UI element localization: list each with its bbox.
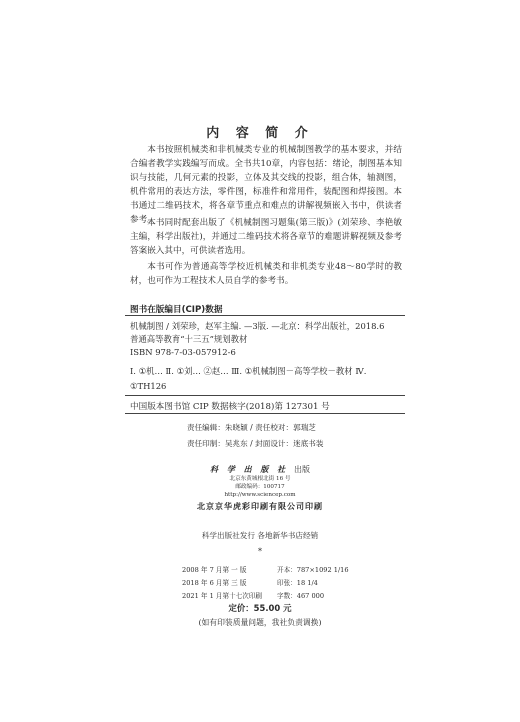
quality-note: (如有印装质量问题，我社负责调换) xyxy=(198,618,322,627)
separator-star: * xyxy=(258,547,262,556)
price: 定价：55.00 元 xyxy=(228,603,292,613)
cip-top-rule xyxy=(125,315,405,316)
publisher-suffix: 出版 xyxy=(293,465,310,474)
cip-title-line: 机械制图 / 刘荣珍，赵军主编. —3版. —北京：科学出版社，2018.6 xyxy=(130,321,385,331)
publisher-line xyxy=(0,464,520,475)
intro-paragraph-2: 本书同时配套出版了《机械制图习题集(第三版)》(刘荣珍、李艳敏主编，科学出版社)，并通过二维码技术将各章节的难题讲解视频及参考答案嵌入其中，可供读者选用。 xyxy=(130,218,402,256)
intro-paragraph-1: 本书按照机械类和非机械类专业的机械制图教学的基本要求，并结合编者教学实践编写而成。全书共10章，内容包括：绪论，制图基本知识与技能，几何元素的投影，立体及其交线的投影，组合体，轴测图，机件常用的表达方法，零件图，标准件和常用件，装配图和焊接图。本书通过二维码技术，将各章节重点和难点的讲解视频嵌入书中，供读者参考。 xyxy=(130,145,402,225)
cip-index-line: Ⅰ. ①机… Ⅱ. ①刘… ②赵… Ⅲ. ①机械制图－高等学校－教材 Ⅳ. ①TH126 xyxy=(130,366,367,391)
edition-row-3-left: 2021 年 1 月第十七次印刷 xyxy=(182,592,263,600)
publisher-postcode: 邮政编码：100717 xyxy=(235,484,285,490)
edition-row-3-right: 字数：467 000 xyxy=(277,592,325,600)
cip-heading: 图书在版编目(CIP)数据 xyxy=(130,305,223,315)
staff-editors: 责任编辑：朱晓颖 / 责任校对：郭瑞芝 xyxy=(187,423,316,432)
cip-bottom-rule xyxy=(125,413,405,414)
intro-paragraph-3: 本书可作为普通高等学校近机械类和非机类专业48～80学时的教材，也可作为工程技术人员自学的参考书。 xyxy=(130,262,402,286)
edition-row-2-left: 2018 年 6 月第 三 版 xyxy=(182,579,247,587)
cip-middle-rule xyxy=(125,395,405,396)
intro-title: 内 容 简 介 xyxy=(206,126,314,141)
edition-row-2-right: 印张：18 1/4 xyxy=(277,579,318,587)
staff-production: 责任印制：吴兆东 / 封面设计：迷底书装 xyxy=(187,439,324,448)
distribution-line: 科学出版社发行 各地新华书店经销 xyxy=(201,531,319,540)
cip-isbn: ISBN 978-7-03-057912-6 xyxy=(130,347,236,357)
publisher-website: http://www.sciencep.com xyxy=(224,492,296,498)
cip-record-number: 中国版本图书馆 CIP 数据核字(2018)第 127301 号 xyxy=(130,402,330,412)
publisher-logo: 科 学 出 版 社 xyxy=(210,464,289,474)
cip-series-line: 普通高等教育“十三五”规划教材 xyxy=(130,334,248,344)
edition-row-1-right: 开本：787×1092 1/16 xyxy=(277,566,349,574)
printer-line: 北京京华虎彩印刷有限公司印刷 xyxy=(197,501,323,511)
publisher-address: 北京东黄城根北街 16 号 xyxy=(229,476,291,482)
edition-row-1-left: 2008 年 7 月第 一 版 xyxy=(182,566,247,574)
